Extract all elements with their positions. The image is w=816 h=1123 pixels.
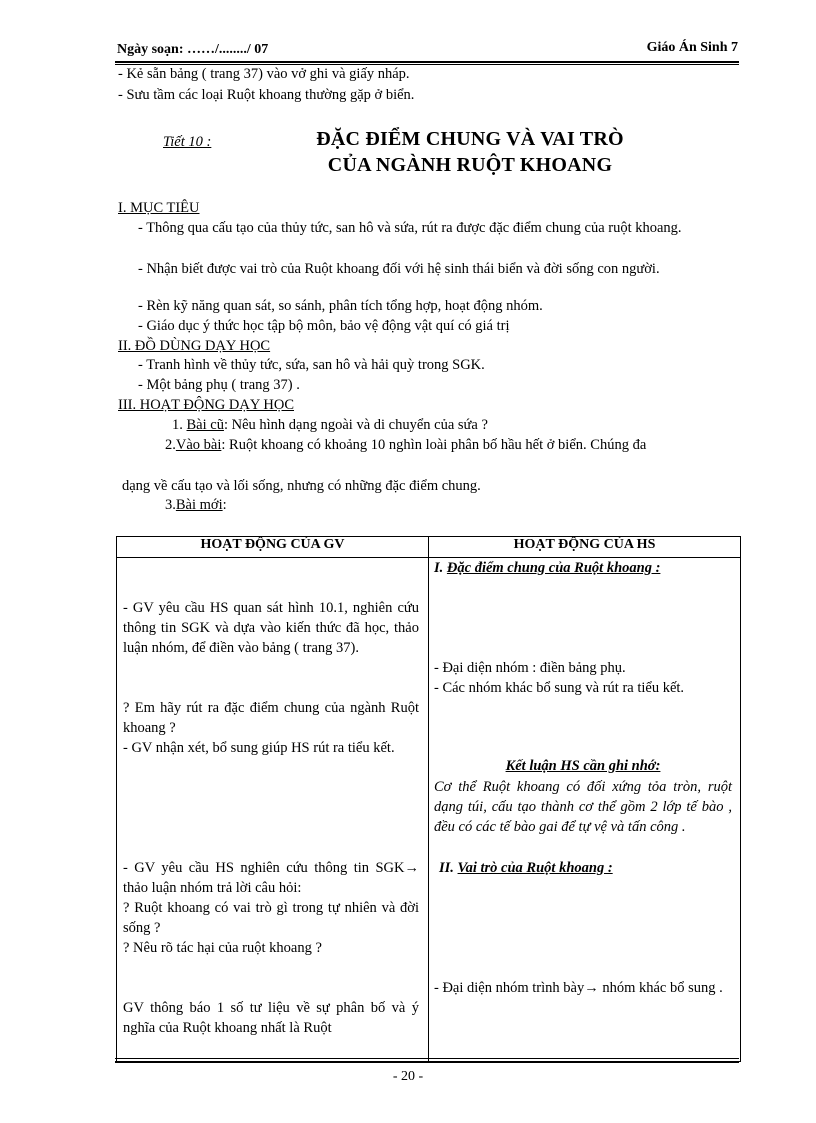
hs-conclusion-title: [434, 756, 732, 776]
lesson-label: Tiết 10 :: [163, 134, 212, 150]
hs-section-heading: [434, 558, 732, 578]
gv-cell: [117, 558, 429, 1062]
activity-table: [116, 536, 741, 1062]
page-number: - 20 -: [392, 1069, 424, 1084]
gv-paragraph: - GV yêu cầu HS nghiên cứu thông tin SGK→ thảo luận nhóm trả lời câu hỏi:: [123, 860, 419, 896]
hs-h1-text: Đặc điểm chung của Ruột khoang :: [446, 560, 661, 576]
lesson-title-line2: CỦA NGÀNH RUỘT KHOANG: [327, 154, 613, 176]
material-item: - Tranh hình về thủy tức, sứa, san hô và hải quỳ trong SGK.: [138, 357, 485, 373]
hs-h2-text: Vai trò của Ruột khoang :: [457, 860, 613, 876]
hs-paragraph: - Đại diện nhóm trình bày→ nhóm khác bổ sung .: [434, 980, 723, 996]
new-lesson-line: [165, 497, 227, 514]
prep-line: - Kẻ sẵn bảng ( trang 37) vào vở ghi và giấy nháp.: [118, 66, 410, 82]
objective-item: - Nhận biết được vai trò của Ruột khoang đối với hệ sinh thái biển và đời sống con người.: [138, 261, 660, 277]
objectives-heading: I. MỤC TIÊU: [118, 200, 200, 216]
hs-conclusion-text: Cơ thể Ruột khoang có đối xứng tỏa tròn, ruột dạng túi, cấu tạo thành cơ thể gồm 2 lớp tế bào , đều có các tế bào gai để tự vệ và tấn công .: [434, 779, 732, 835]
gv-paragraph: ? Nêu rõ tác hại của ruột khoang ?: [123, 940, 322, 956]
new-lesson-label: Bài mới: [175, 497, 223, 513]
prep-line: - Sưu tầm các loại Ruột khoang thường gặp ở biển.: [118, 87, 415, 103]
intro-num: 2.: [165, 437, 176, 453]
gv-paragraph: - GV nhận xét, bổ sung giúp HS rút ra tiểu kết.: [123, 740, 395, 756]
gv-paragraph: ? Ruột khoang có vai trò gì trong tự nhiên và đời sống ?: [123, 900, 419, 936]
hs-column-header: HOẠT ĐỘNG CỦA HS: [429, 537, 741, 558]
gv-paragraph: GV thông báo 1 số tư liệu về sự phân bố và ý nghĩa của Ruột khoang nhất là Ruột: [123, 1000, 419, 1036]
old-lesson-num: 1.: [172, 417, 187, 433]
new-lesson-num: 3.: [165, 497, 176, 513]
gv-paragraph: - GV yêu cầu HS quan sát hình 10.1, nghiên cứu thông tin SGK và dựa vào kiến thức đã học, thảo luận nhóm, để điền vào bảng ( trang 37).: [123, 600, 419, 656]
old-lesson-text: : Nêu hình dạng ngoài và di chuyển của sứa ?: [223, 417, 488, 433]
gv-column-header: HOẠT ĐỘNG CỦA GV: [117, 537, 429, 558]
hs-paragraph: - Đại diện nhóm : điền bảng phụ.: [434, 660, 626, 676]
hs-h1-num: I.: [434, 560, 447, 576]
objective-item: - Rèn kỹ năng quan sát, so sánh, phân tích tổng hợp, hoạt động nhóm.: [138, 298, 543, 314]
intro-text: : Ruột khoang có khoảng 10 nghìn loài phân bố hầu hết ở biển. Chúng đa: [221, 437, 647, 453]
header-rule-thin: [115, 64, 739, 65]
new-lesson-colon: :: [222, 497, 227, 513]
hs-h2-num: II.: [439, 860, 458, 876]
hs-paragraph: - Các nhóm khác bổ sung và rút ra tiểu kết.: [434, 680, 685, 696]
hs-section-heading: [439, 858, 737, 878]
old-lesson-label: Bài cũ: [186, 417, 224, 433]
header-rule: [115, 61, 739, 63]
footer-rule-thin: [115, 1058, 739, 1059]
hs-cell: [429, 558, 741, 1062]
materials-heading: II. ĐỒ DÙNG DẠY HỌC: [118, 338, 271, 354]
footer-rule: [115, 1061, 739, 1063]
intro-line-2: dạng về cấu tạo và lối sống, nhưng có những đặc điểm chung.: [122, 478, 481, 494]
hs-conclusion-title-text: Kết luận HS cần ghi nhớ:: [505, 758, 661, 774]
intro-label: Vào bài: [175, 437, 222, 453]
material-item: - Một bảng phụ ( trang 37) .: [138, 377, 300, 393]
header-date: Ngày soạn: ……/......../ 07: [117, 42, 269, 57]
lesson-title-line1: ĐẶC ĐIỂM CHUNG VÀ VAI TRÒ: [316, 128, 624, 150]
intro-line: [165, 437, 646, 454]
activities-heading: III. HOẠT ĐỘNG DẠY HỌC: [118, 397, 294, 413]
objective-item: - Thông qua cấu tạo của thủy tức, san hô và sứa, rút ra được đặc điểm chung của ruột khoang.: [138, 220, 682, 236]
objective-item: - Giáo dục ý thức học tập bộ môn, bảo vệ động vật quí có giá trị: [138, 318, 510, 334]
old-lesson-line: [172, 417, 488, 434]
header-subject: Giáo Án Sinh 7: [646, 40, 738, 55]
gv-paragraph: ? Em hãy rút ra đặc điểm chung của ngành Ruột khoang ?: [123, 700, 419, 736]
